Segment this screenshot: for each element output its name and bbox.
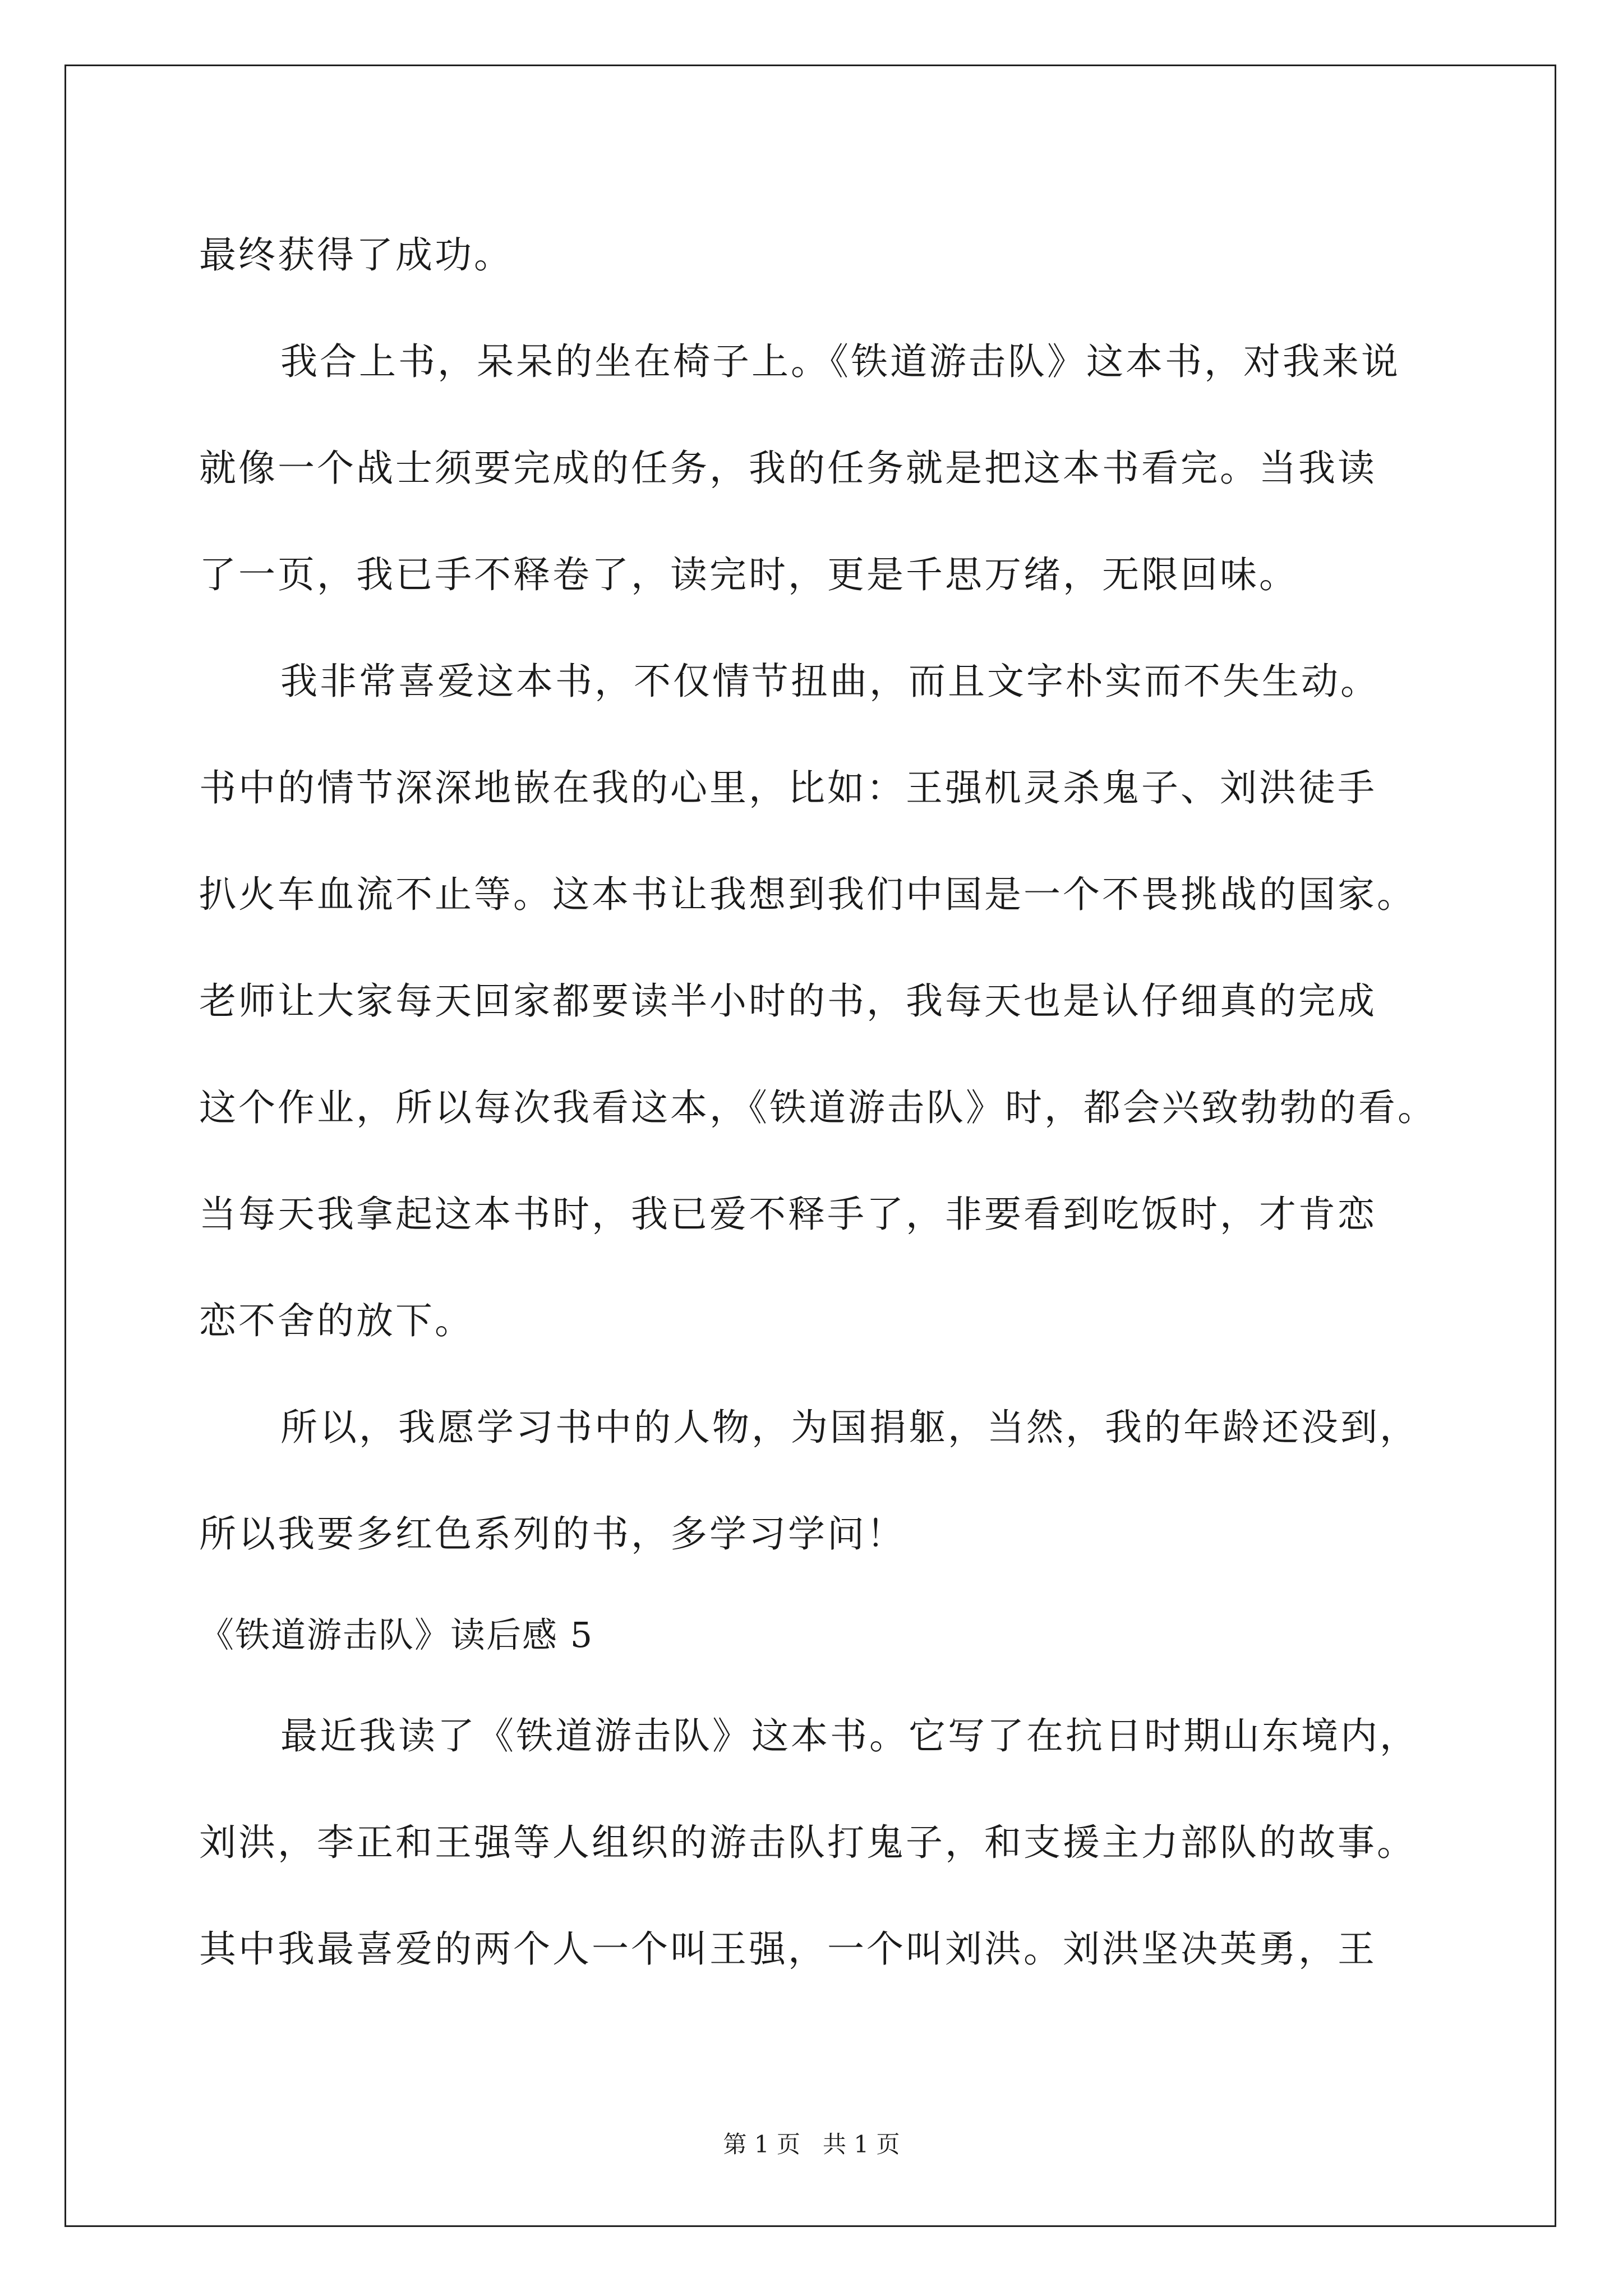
text-line: 恋不舍的放下。 xyxy=(199,1299,474,1342)
text-line: 就像一个战士须要完成的任务，我的任务就是把这本书看完。当我读 xyxy=(199,447,1377,490)
text-line: 最近我读了《铁道游击队》这本书。它写了在抗日时期山东境内， xyxy=(280,1714,1419,1757)
page-footer: 第 1 页 共 1 页 xyxy=(723,2131,900,2158)
text-line: 刘洪，李正和王强等人组织的游击队打鬼子，和支援主力部队的故事。 xyxy=(199,1821,1416,1864)
text-line: 其中我最喜爱的两个人一个叫王强，一个叫刘洪。刘洪坚决英勇，王 xyxy=(199,1927,1377,1971)
text-line: 所以，我愿学习书中的人物，为国捐躯，当然，我的年龄还没到， xyxy=(280,1406,1419,1449)
text-line: 我合上书，呆呆的坐在椅子上。《铁道游击队》这本书，对我来说 xyxy=(280,340,1400,383)
text-line: 所以我要多红色系列的书，多学习学问！ xyxy=(199,1512,906,1556)
text-line: 扒火车血流不止等。这本书让我想到我们中国是一个不畏挑战的国家。 xyxy=(199,873,1416,916)
section-heading: 《铁道游击队》读后感 5 xyxy=(199,1614,594,1655)
text-line: 当每天我拿起这本书时，我已爱不释手了，非要看到吃饭时，才肯恋 xyxy=(199,1193,1377,1236)
text-line: 我非常喜爱这本书，不仅情节扭曲，而且文字朴实而不失生动。 xyxy=(280,660,1380,703)
text-line: 了一页，我已手不释卷了，读完时，更是千思万绪，无限回味。 xyxy=(199,553,1298,596)
text-line: 最终获得了成功。 xyxy=(199,233,513,277)
text-line: 老师让大家每天回家都要读半小时的书，我每天也是认仔细真的完成 xyxy=(199,979,1377,1023)
text-line: 书中的情节深深地嵌在我的心里，比如：王强机灵杀鬼子、刘洪徒手 xyxy=(199,766,1377,809)
document-body xyxy=(199,202,1437,2003)
text-line: 这个作业，所以每次我看这本，《铁道游击队》时，都会兴致勃勃的看。 xyxy=(199,1086,1437,1129)
